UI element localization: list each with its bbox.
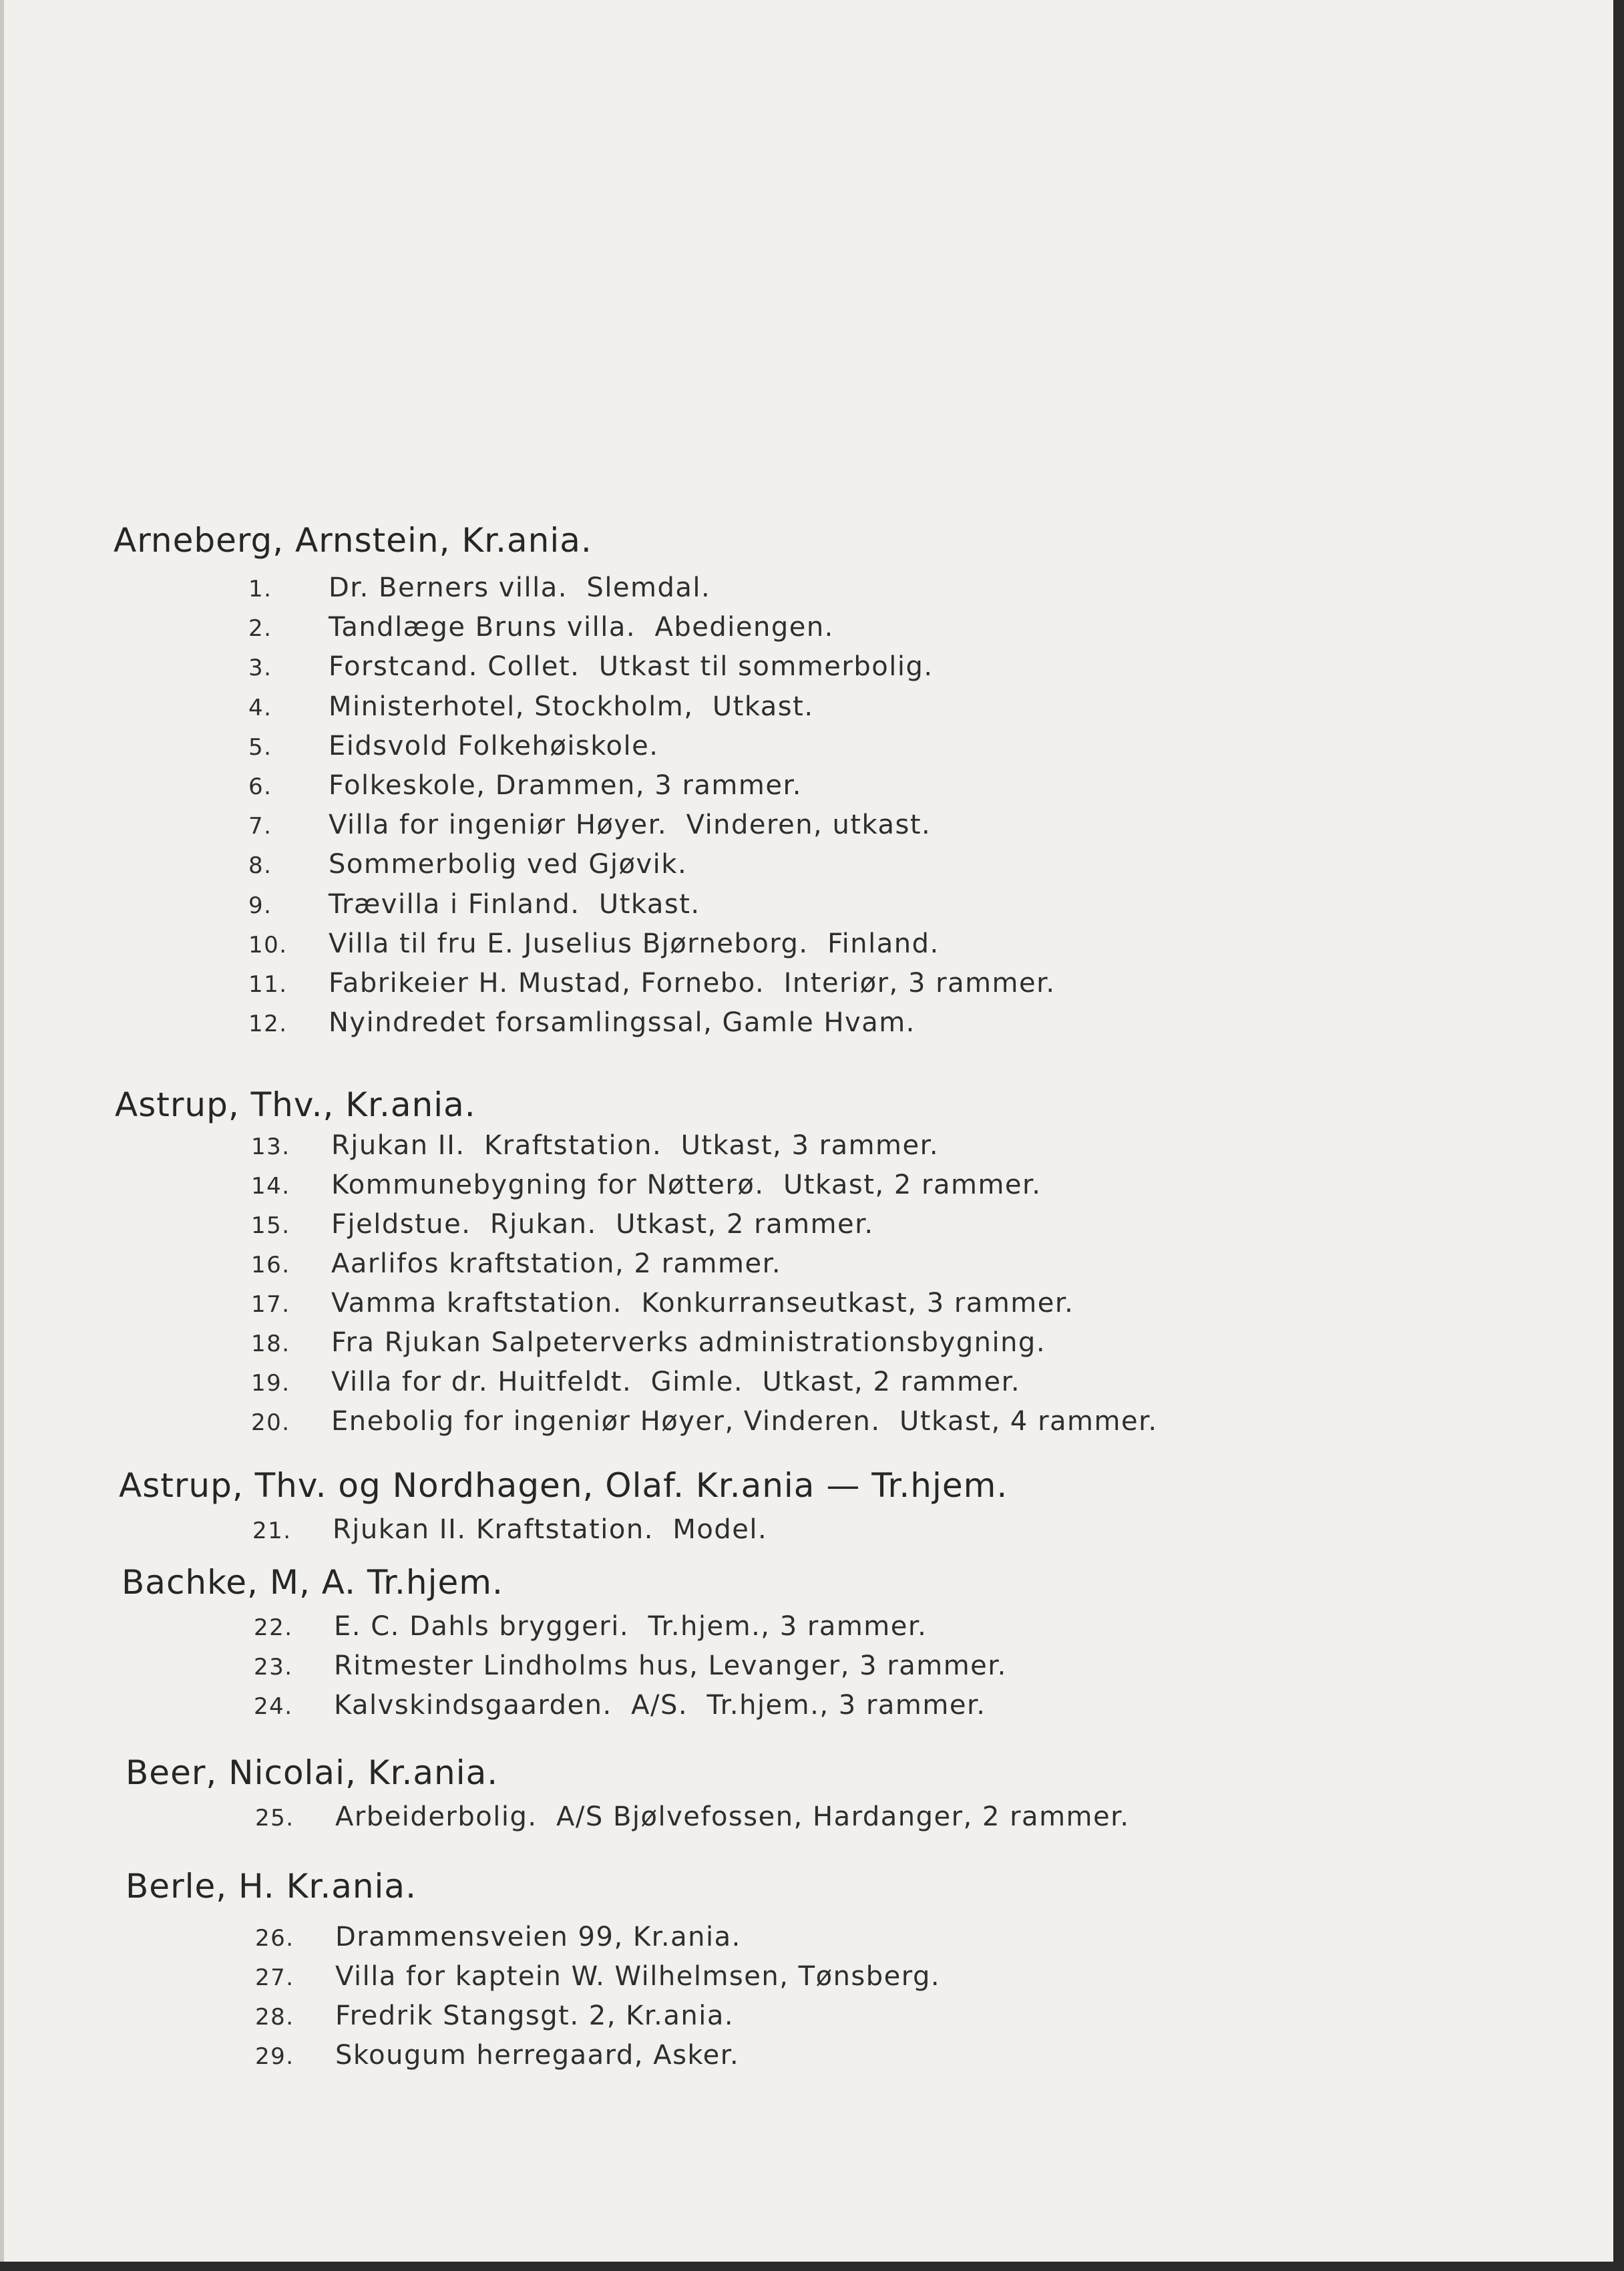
entry-number: 27. xyxy=(255,1964,294,1991)
page-bottom-edge xyxy=(0,2262,1624,2271)
catalog-entry xyxy=(251,1125,939,1166)
section-heading: Beer, Nicolai, Kr.ania. xyxy=(126,1753,499,1792)
entry-number: 16. xyxy=(251,1252,290,1278)
entry-number: 3. xyxy=(248,655,272,682)
catalog-entry xyxy=(248,884,700,924)
entry-text: Kalvskindsgaarden. A/S. Tr.hjem., 3 rammer. xyxy=(334,1690,986,1721)
entry-number: 5. xyxy=(248,733,272,761)
section-heading: Arneberg, Arnstein, Kr.ania. xyxy=(114,521,592,560)
entry-number: 8. xyxy=(248,852,272,880)
entry-number: 6. xyxy=(248,773,272,800)
entry-number: 17. xyxy=(251,1291,290,1318)
entry-text: Sommerbolig ved Gjøvik. xyxy=(329,849,688,880)
entry-number: 29. xyxy=(255,2043,294,2070)
catalog-entry xyxy=(248,1003,916,1043)
entry-text: Villa for ingeniør Høyer. Vinderen, utkast. xyxy=(329,810,932,841)
entry-number: 23. xyxy=(254,1654,293,1681)
catalog-entry xyxy=(255,1917,741,1957)
entry-number: 28. xyxy=(255,2004,294,2031)
section-heading: Berle, H. Kr.ania. xyxy=(126,1867,417,1906)
section-heading: Astrup, Thv., Kr.ania. xyxy=(115,1085,476,1124)
catalog-entry xyxy=(248,805,931,845)
entry-text: Dr. Berners villa. Slemdal. xyxy=(329,572,711,603)
entry-number: 18. xyxy=(251,1331,290,1357)
catalog-entry xyxy=(251,1165,1042,1205)
catalog-entry xyxy=(251,1204,874,1244)
entry-text: Trævilla i Finland. Utkast. xyxy=(329,888,700,920)
catalog-entry xyxy=(254,1646,1007,1686)
entry-number: 2. xyxy=(248,615,272,643)
catalog-entry xyxy=(251,1401,1158,1441)
entry-number: 12. xyxy=(248,1011,288,1038)
entry-text: Nyindredet forsamlingssal, Gamle Hvam. xyxy=(329,1007,916,1039)
entry-number: 25. xyxy=(255,1805,294,1831)
entry-text: Vamma kraftstation. Konkurranseutkast, 3 rammer. xyxy=(331,1288,1074,1319)
entry-number: 4. xyxy=(248,694,272,721)
page-left-shadow xyxy=(0,0,4,2271)
catalog-entry xyxy=(248,726,658,766)
catalog-entry xyxy=(248,924,940,964)
entry-text: Tandlæge Bruns villa. Abediengen. xyxy=(329,612,834,643)
entry-text: Drammensveien 99, Kr.ania. xyxy=(335,1922,741,1952)
entry-number: 22. xyxy=(254,1614,293,1641)
entry-text: Kommunebygning for Nøtterø. Utkast, 2 rammer. xyxy=(331,1170,1042,1200)
entry-text: Forstcand. Collet. Utkast til sommerbolig. xyxy=(329,651,934,683)
catalog-entry xyxy=(255,1956,940,1996)
page-right-edge xyxy=(1613,0,1624,2271)
entry-number: 13. xyxy=(251,1133,290,1160)
entry-text: Fredrik Stangsgt. 2, Kr.ania. xyxy=(335,2000,735,2031)
catalog-entry xyxy=(248,607,834,647)
catalog-entry xyxy=(251,1283,1074,1323)
entry-text: Folkeskole, Drammen, 3 rammer. xyxy=(329,770,802,801)
entry-text: Arbeiderbolig. A/S Bjølvefossen, Hardanger, 2 rammer. xyxy=(335,1801,1130,1832)
entry-number: 11. xyxy=(248,971,288,998)
catalog-entry xyxy=(248,647,934,687)
entry-text: Rjukan II. Kraftstation. Model. xyxy=(333,1514,768,1545)
entry-number: 9. xyxy=(248,892,272,919)
catalog-entry xyxy=(248,687,814,727)
section-heading: Bachke, M, A. Tr.hjem. xyxy=(122,1563,503,1602)
entry-text: Rjukan II. Kraftstation. Utkast, 3 rammer. xyxy=(331,1130,940,1161)
catalog-entry xyxy=(248,844,687,884)
entry-number: 15. xyxy=(251,1212,290,1239)
section-heading: Astrup, Thv. og Nordhagen, Olaf. Kr.ania — Tr.hjem. xyxy=(119,1466,1008,1505)
entry-text: Fra Rjukan Salpeterverks administrationsbygning. xyxy=(331,1327,1046,1358)
entry-text: Villa for dr. Huitfeldt. Gimle. Utkast, 2 rammer. xyxy=(331,1367,1021,1397)
entry-text: Fabrikeier H. Mustad, Fornebo. Interiør, 3 rammer. xyxy=(329,968,1056,999)
catalog-entry xyxy=(248,568,710,608)
entry-number: 24. xyxy=(254,1693,293,1720)
entry-text: E. C. Dahls bryggeri. Tr.hjem., 3 rammer. xyxy=(334,1611,928,1642)
entry-text: Fjeldstue. Rjukan. Utkast, 2 rammer. xyxy=(331,1209,874,1240)
entry-text: Villa til fru E. Juselius Bjørneborg. Finland. xyxy=(329,928,940,959)
entry-text: Ritmester Lindholms hus, Levanger, 3 rammer. xyxy=(334,1650,1007,1681)
catalog-entry xyxy=(251,1244,781,1284)
entry-number: 26. xyxy=(255,1925,294,1952)
catalog-entry xyxy=(255,2035,739,2075)
entry-text: Ministerhotel, Stockholm, Utkast. xyxy=(329,691,814,722)
entry-number: 14. xyxy=(251,1173,290,1200)
entry-number: 1. xyxy=(248,576,272,602)
catalog-entry xyxy=(251,1323,1046,1363)
entry-number: 10. xyxy=(248,931,288,958)
entry-number: 7. xyxy=(248,813,272,840)
catalog-entry xyxy=(248,765,802,806)
catalog-entry xyxy=(254,1685,986,1725)
entry-text: Villa for kaptein W. Wilhelmsen, Tønsberg. xyxy=(335,1961,941,1992)
entry-text: Eidsvold Folkehøiskole. xyxy=(329,730,659,761)
entry-number: 21. xyxy=(252,1518,292,1544)
catalog-entry xyxy=(248,963,1056,1003)
entry-text: Enebolig for ingeniør Høyer, Vinderen. Utkast, 4 rammer. xyxy=(331,1406,1158,1437)
catalog-entry xyxy=(255,1797,1130,1837)
catalog-entry xyxy=(251,1362,1020,1402)
entry-number: 20. xyxy=(251,1409,290,1436)
catalog-entry xyxy=(252,1510,767,1550)
catalog-entry xyxy=(255,1996,734,2036)
entry-number: 19. xyxy=(251,1370,290,1397)
entry-text: Aarlifos kraftstation, 2 rammer. xyxy=(331,1248,782,1279)
entry-text: Skougum herregaard, Asker. xyxy=(335,2040,740,2071)
catalog-entry xyxy=(254,1606,927,1646)
